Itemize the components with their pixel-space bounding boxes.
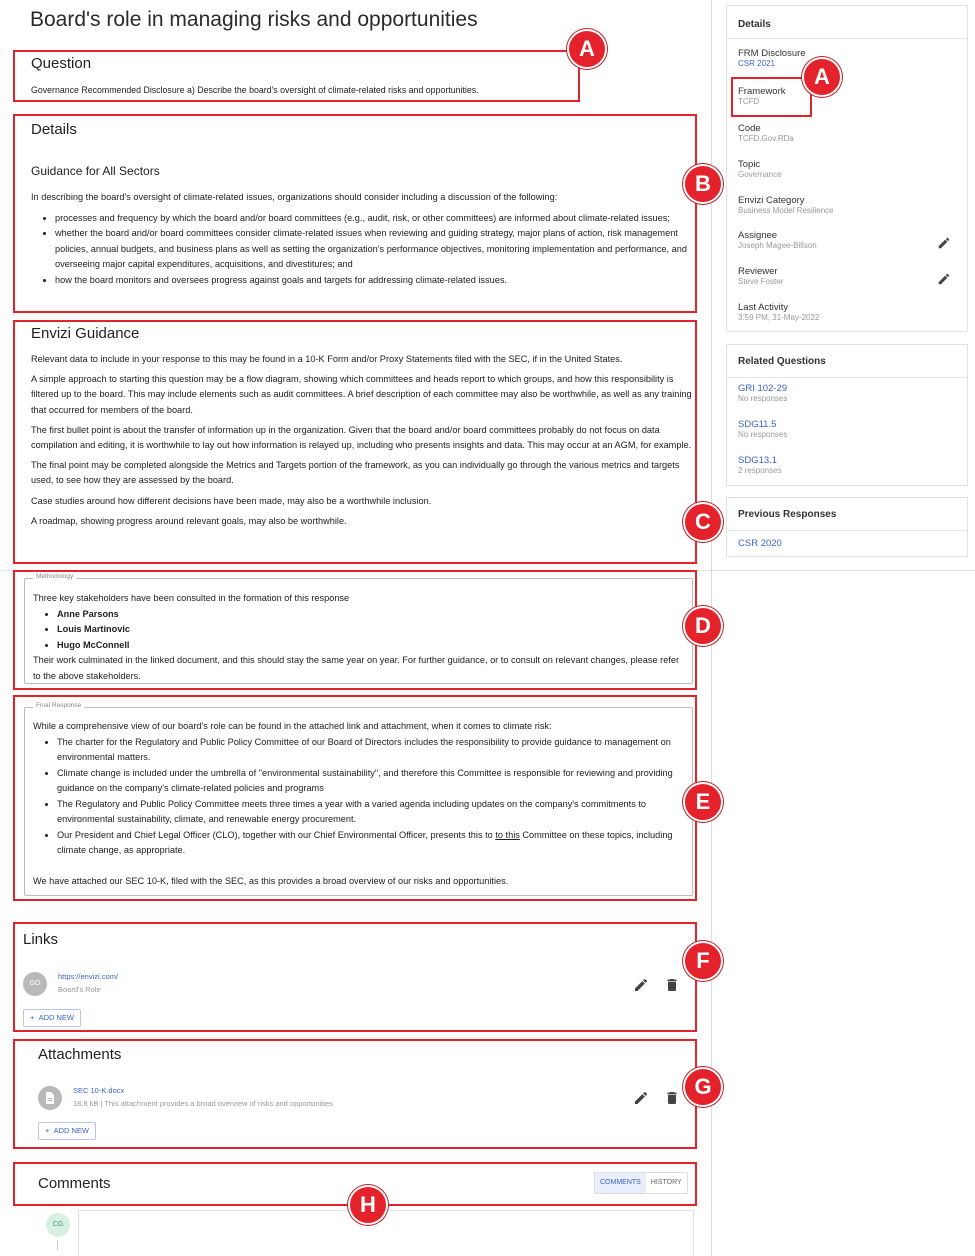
methodology-outro: Their work culminated in the linked document, and this should stay the same year on year. For further guidance, or to consult on relevant changes, please refer to the above stakeholders. xyxy=(33,655,680,681)
field-label: Envizi Category xyxy=(738,195,805,206)
field-label: Framework xyxy=(738,86,786,97)
annotation-badge-c: C xyxy=(683,502,723,542)
tab-history[interactable]: HISTORY xyxy=(650,1179,682,1186)
field-code xyxy=(738,123,794,143)
stakeholder-name: • Louis Martinovic xyxy=(57,622,683,638)
related-question-responses: No responses xyxy=(738,430,788,439)
related-question-code[interactable]: GRI 102-29 xyxy=(738,383,788,394)
field-topic xyxy=(738,159,782,179)
related-question-item[interactable] xyxy=(738,383,787,403)
final-response-closing: We have attached our SEC 10-K, filed with the SEC, as this provides a broad overview of our risks and opportunities. xyxy=(33,875,509,886)
links-heading: Links xyxy=(23,931,59,948)
edit-reviewer-pencil-icon[interactable] xyxy=(937,272,951,286)
panel-divider xyxy=(727,377,967,378)
field-value: Governance xyxy=(738,170,782,179)
final-response-bullet: • The Regulatory and Public Policy Committee meets three times a year with a varied agenda including updates on the company's commitments to environmental sustainability, climate, and renewable energy procurement. xyxy=(57,797,685,828)
page-title: Board's role in managing risks and opportunities xyxy=(30,8,478,31)
related-question-item[interactable] xyxy=(738,455,782,475)
field-value: Joseph Magee-Billson xyxy=(738,241,817,250)
previous-responses-title: Previous Responses xyxy=(738,509,837,520)
related-question-item[interactable] xyxy=(738,419,787,439)
add-attachment-label: ADD NEW xyxy=(53,1126,89,1135)
final-response-legend: Final Response xyxy=(33,702,84,709)
annotation-box-a-framework xyxy=(731,77,812,117)
methodology-intro: Three key stakeholders have been consulted in the formation of this response xyxy=(33,593,350,603)
annotation-badge-g: G xyxy=(683,1067,723,1107)
field-label: Last Activity xyxy=(738,302,789,313)
methodology-legend: Methodology xyxy=(33,573,76,580)
final-response-intro: While a comprehensive view of our board's role can be found in the attached link and attachment, when it comes to climate risk: xyxy=(33,721,552,731)
annotation-badge-e: E xyxy=(683,782,723,822)
annotation-badge-h: H xyxy=(348,1185,388,1225)
field-last-activity xyxy=(738,302,819,322)
attachment-file-name[interactable]: SEC 10-K.docx xyxy=(73,1086,125,1095)
field-label: Reviewer xyxy=(738,266,778,277)
envizi-guidance-heading: Envizi Guidance xyxy=(31,325,140,342)
attachment-meta: 18.8 kB | This attachment provides a broad overview of risks and opportunities xyxy=(73,1099,333,1108)
field-label: Assignee xyxy=(738,230,778,241)
field-assignee xyxy=(738,230,817,250)
details-heading: Details xyxy=(31,121,77,138)
question-heading: Question xyxy=(31,55,92,72)
annotation-badge-f: F xyxy=(683,941,723,981)
panel-divider xyxy=(727,530,967,531)
related-question-responses: 2 responses xyxy=(738,466,782,475)
related-question-code[interactable]: SDG13.1 xyxy=(738,455,778,466)
comments-heading: Comments xyxy=(38,1175,111,1192)
field-envizi-category xyxy=(738,195,834,215)
details-subheading: Guidance for All Sectors xyxy=(31,164,160,178)
field-value: TCFD xyxy=(738,97,760,106)
details-bullet: • processes and frequency by which the board and/or board committees (e.g., audit, risk, or other committees) are informed about climate-related issues; xyxy=(55,211,693,227)
inline-link[interactable]: to this xyxy=(495,829,520,840)
previous-responses-panel xyxy=(726,497,968,557)
related-question-responses: No responses xyxy=(738,394,788,403)
field-value: 3:59 PM, 31-May-2022 xyxy=(738,313,820,322)
guidance-paragraph: The final point may be completed alongside the Metrics and Targets portion of the framework, as you can individually go through the various metrics and targets used, to see how they are assessed by the board. xyxy=(31,460,680,486)
field-label: Topic xyxy=(738,159,761,170)
stakeholder-name: • Hugo McConnell xyxy=(57,638,683,654)
guidance-paragraph: A roadmap, showing progress around relevant goals, may also be worthwhile. xyxy=(31,515,347,526)
final-response-bullet-text: Our President and Chief Legal Officer (CLO), together with our Chief Environmental Officer, presents this to xyxy=(57,829,496,840)
final-response-bullet-text: Committee on these topics, including climate change, as appropriate. xyxy=(57,829,673,855)
final-response-bullet: • Climate change is included under the umbrella of "environmental sustainability", and therefore this Committee is responsible for reviewing and providing guidance on the company's climate-related policies and programs xyxy=(57,766,685,797)
details-bullet: • whether the board and/or board committees consider climate-related issues when reviewing and guiding strategy, major plans of action, risk management policies, annual budgets, and business plans as well as setting the organization's performance objectives, monitoring implementation and performance, and overseeing major capital expenditures, acquisitions, and divestitures; and xyxy=(55,226,693,273)
plus-icon: + xyxy=(45,1126,54,1135)
previous-response-link[interactable]: CSR 2020 xyxy=(738,538,782,549)
attachments-heading: Attachments xyxy=(38,1046,122,1063)
annotation-box-a-question xyxy=(13,50,580,102)
link-url[interactable]: https://envizi.com/ xyxy=(58,972,119,981)
edit-assignee-pencil-icon[interactable] xyxy=(937,236,951,250)
annotation-box-g-attachments xyxy=(13,1039,697,1149)
commenter-avatar: CG xyxy=(46,1213,70,1237)
details-panel-title: Details xyxy=(738,19,771,30)
field-value: Steve Foster xyxy=(738,277,784,286)
annotation-box-d-methodology xyxy=(13,570,697,690)
link-avatar: GO xyxy=(23,972,47,996)
field-label: FRM Disclosure xyxy=(738,48,806,59)
add-link-label: ADD NEW xyxy=(38,1013,74,1022)
field-value: Business Model Resilience xyxy=(738,206,834,215)
annotation-box-e-final-response xyxy=(13,695,697,901)
guidance-paragraph: Relevant data to include in your response to this may be found in a 10-K Form and/or Proxy Statements filed with the SEC, if in the United States. xyxy=(31,354,623,364)
comment-input[interactable] xyxy=(78,1210,694,1256)
panel-divider xyxy=(726,38,968,39)
related-questions-panel xyxy=(726,344,968,486)
guidance-paragraph: Case studies around how different decisions have been made, may also be a worthwhile inclusion. xyxy=(31,495,432,506)
related-question-code[interactable]: SDG11.5 xyxy=(738,419,777,430)
details-bullet: • how the board monitors and oversees progress against goals and targets for addressing climate-related issues. xyxy=(55,273,693,289)
annotation-box-f-links xyxy=(13,922,697,1032)
annotation-box-b-details xyxy=(13,114,697,313)
related-questions-title: Related Questions xyxy=(738,356,826,367)
guidance-paragraph: A simple approach to starting this question may be a flow diagram, showing which committees and heads report to which groups, and how this responsibility is filtered up to the board. This may include elements such as audit committees. A brief description of each committee may also be worthwhile, as well as any training that occurred for members of the board. xyxy=(31,374,692,415)
link-label: Board's Role xyxy=(58,985,101,994)
tab-comments[interactable]: COMMENTS xyxy=(595,1173,646,1193)
annotation-box-c-guidance xyxy=(13,320,697,564)
annotation-badge-a: A xyxy=(567,29,607,69)
comment-thread-line xyxy=(57,1240,58,1250)
field-label: Code xyxy=(738,123,761,134)
annotation-badge-b: B xyxy=(683,164,723,204)
stakeholder-name: • Anne Parsons xyxy=(57,607,683,623)
final-response-bullet: • The charter for the Regulatory and Public Policy Committee of our Board of Directors includes the responsibility to provide guidance to management on environmental matters. xyxy=(57,735,685,766)
guidance-paragraph: The first bullet point is about the transfer of information up in the organization. Given that the board and/or board committees probably do not focus on data compilation and editing, it is worthwhile to lay out how information is relayed up, including who presents insights and data. This may occur at an AGM, for example. xyxy=(31,424,692,451)
details-intro: In describing the board's oversight of climate-related issues, organizations should consider including a discussion of the following: xyxy=(31,192,558,202)
field-value-link[interactable]: CSR 2021 xyxy=(738,59,775,68)
plus-icon: + xyxy=(30,1013,39,1022)
annotation-badge-a: A xyxy=(802,57,842,97)
question-text: Governance Recommended Disclosure a) Describe the board's oversight of climate-related risks and opportunities. xyxy=(31,85,479,95)
field-frm-disclosure xyxy=(738,48,806,68)
annotation-badge-d: D xyxy=(683,606,723,646)
field-reviewer xyxy=(738,266,783,286)
field-value: TCFD.Gov.RDa xyxy=(738,134,794,143)
